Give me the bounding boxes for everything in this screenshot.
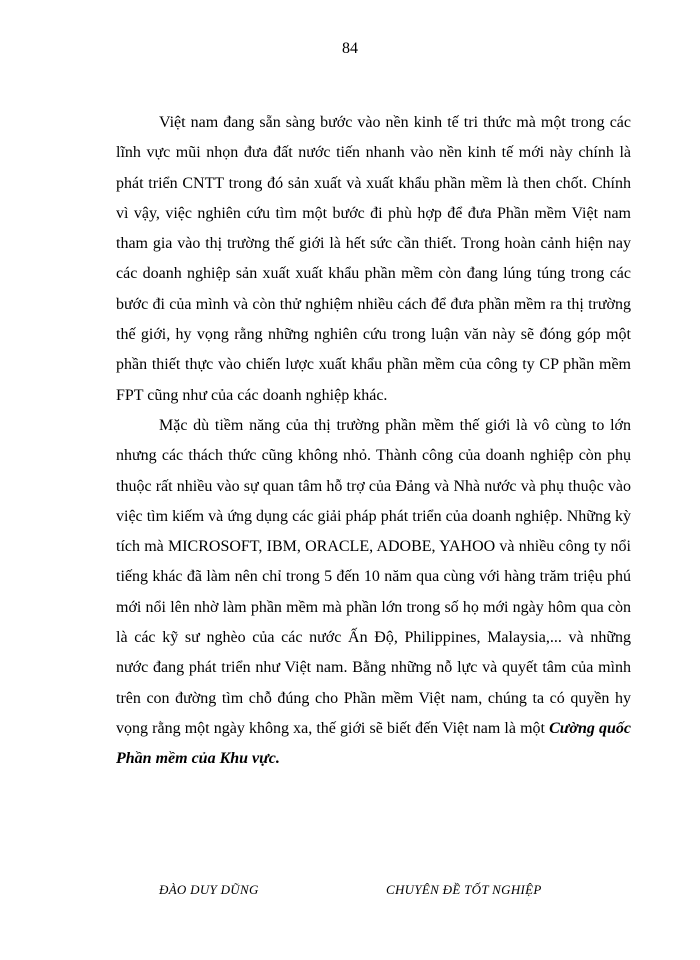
footer-thesis-label: CHUYÊN ĐỀ TỐT NGHIỆP [386,882,542,897]
paragraph-2-text: Mặc dù tiềm năng của thị trường phần mềm thế giới là vô cùng to lớn nhưng các thách thức cũng không nhỏ. Thành công của doanh nghiệp còn phụ thuộc rất nhiều vào sự quan tâm hỗ trợ của Đảng và Nhà nước và phụ thuộc vào việc tìm kiếm và ứng dụng các giải pháp phát triển của doanh nghiệp. Những kỳ tích mà MICROSOFT, IBM, ORACLE, ADOBE, YAHOO và nhiều công ty nổi tiếng khác đã làm nên chỉ trong 5 đến 10 năm qua cùng với hàng trăm triệu phú mới nổi lên nhờ làm phần mềm mà phần lớn trong số họ mới ngày hôm qua còn là các kỹ sư nghèo của các nước Ấn Độ, Philippines, Malaysia,... và những nước đang phát triển như Việt nam. Bằng những nỗ lực và quyết tâm của mình trên con đường tìm chỗ đúng cho Phần mềm Việt nam, chúng ta có quyền hy vọng rằng một ngày không xa, thế giới sẽ biết đến Việt nam là một [116,416,631,737]
page-number: 84 [342,40,358,57]
paragraph-2-emphasis: Cường quốc Phần mềm của Khu vực. [116,719,631,768]
footer-author: ĐÀO DUY DŨNG [159,882,259,897]
body-text [116,108,631,775]
paragraph-1: Việt nam đang sẵn sàng bước vào nền kinh tế tri thức mà một trong các lĩnh vực mũi nhọn đưa đất nước tiến nhanh vào nền kinh tế mới này chính là phát triển CNTT trong đó sản xuất và xuất khẩu phần mềm là then chốt. Chính vì vậy, việc nghiên cứu tìm một bước đi phù hợp để đưa Phần mềm Việt nam tham gia vào thị trường thế giới là hết sức cần thiết. Trong hoàn cảnh hiện nay các doanh nghiệp sản xuất xuất khẩu phần mềm còn đang lúng túng trong các bước đi của mình và còn thử nghiệm nhiều cách để đưa phần mềm ra thị trường thế giới, hy vọng rằng những nghiên cứu trong luận văn này sẽ đóng góp một phần thiết thực vào chiến lược xuất khẩu phần mềm của công ty CP phần mềm FPT cũng như của các doanh nghiệp khác. [116,114,631,404]
paragraph-2 [116,411,631,775]
